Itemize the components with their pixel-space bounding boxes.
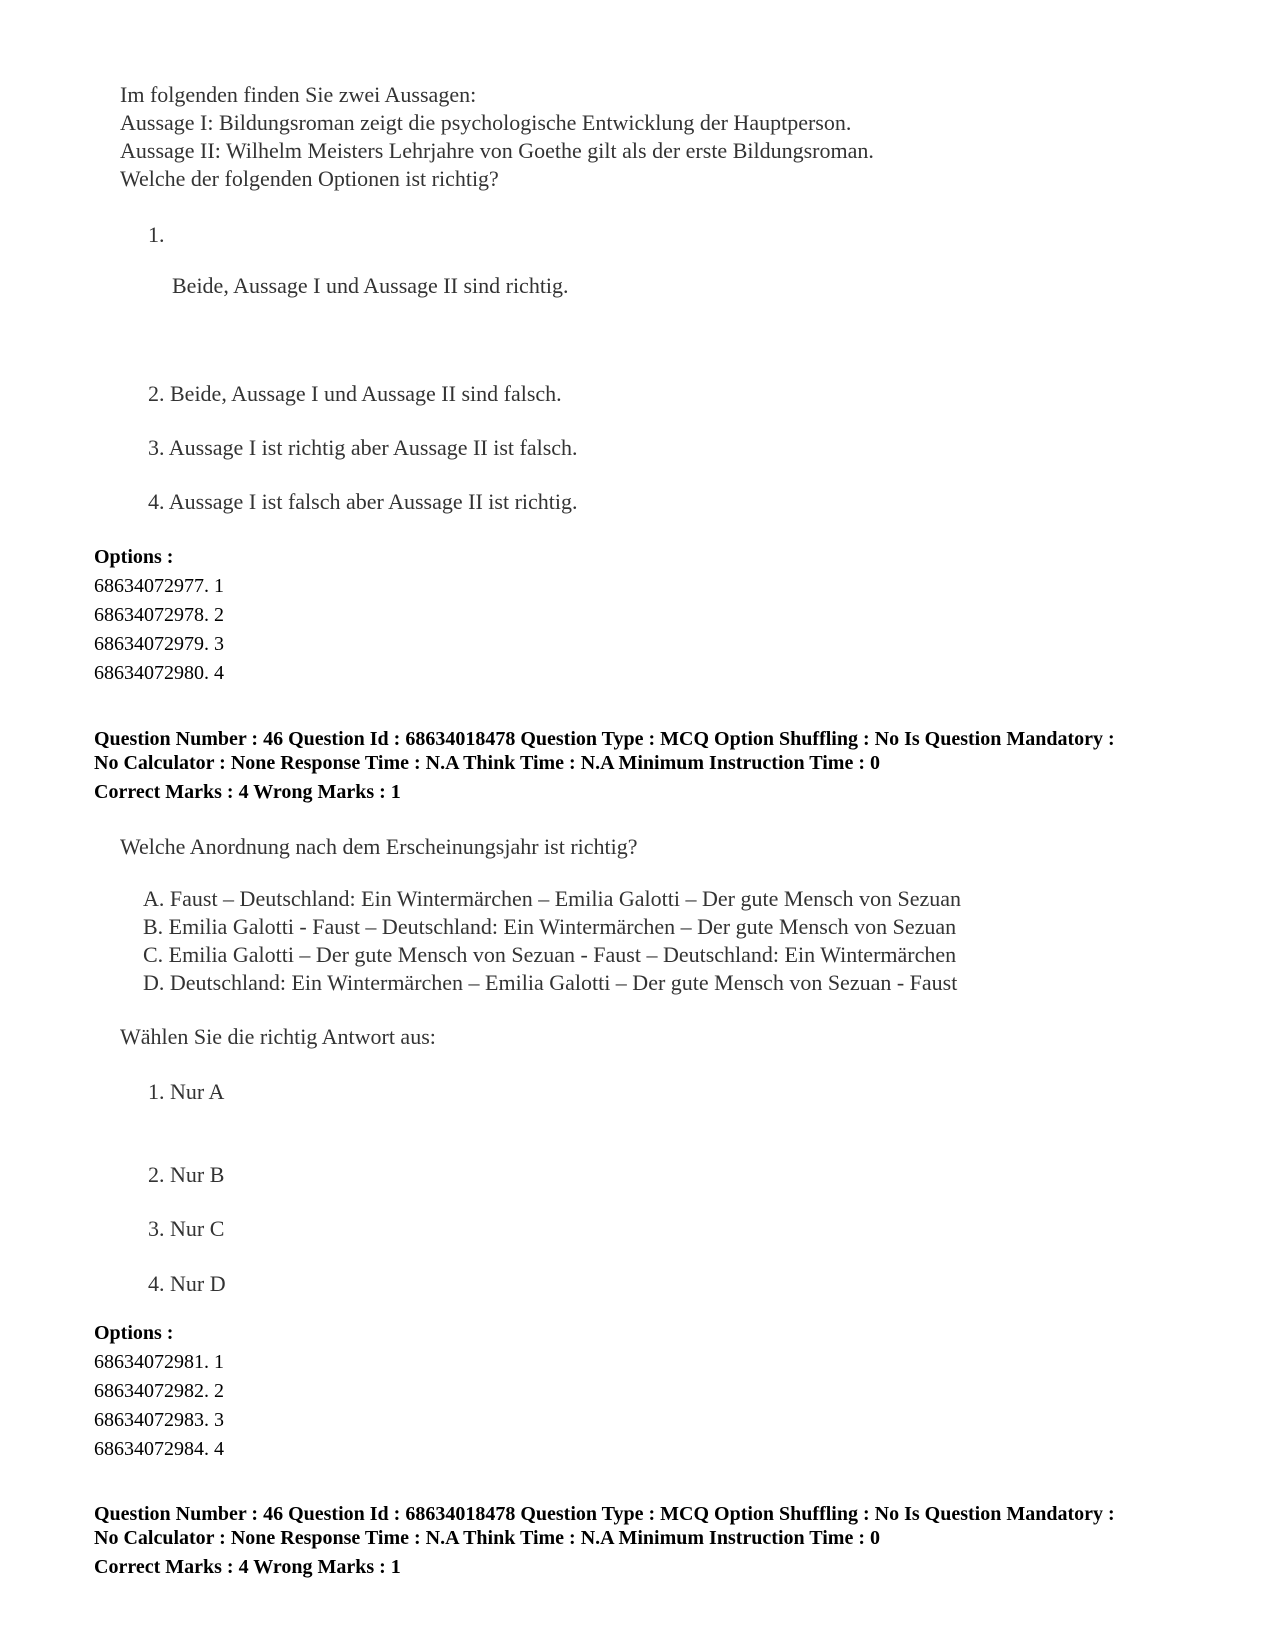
q46-option-id-2: 68634072982. 2	[94, 1380, 224, 1402]
q45-option-id-2: 68634072978. 2	[94, 604, 224, 626]
q45-choice-4: 4. Aussage I ist falsch aber Aussage II ist richtig.	[148, 489, 578, 514]
meta2-marks: Correct Marks : 4 Wrong Marks : 1	[94, 1556, 401, 1578]
meta1-line-1: Question Number : 46 Question Id : 68634018478 Question Type : MCQ Option Shuffling : No Is Question Mandatory :	[94, 728, 1115, 750]
q46-item-c: C. Emilia Galotti – Der gute Mensch von Sezuan - Faust – Deutschland: Ein Wintermärchen	[143, 942, 957, 967]
meta2-line-2: No Calculator : None Response Time : N.A Think Time : N.A Minimum Instruction Time : 0	[94, 1527, 880, 1549]
q45-stem-line-1: Im folgenden finden Sie zwei Aussagen:	[120, 82, 477, 107]
q46-option-id-3: 68634072983. 3	[94, 1409, 224, 1431]
q46-item-b: B. Emilia Galotti - Faust – Deutschland: Ein Wintermärchen – Der gute Mensch von Sezuan	[143, 914, 957, 939]
q46-prompt: Wählen Sie die richtig Antwort aus:	[120, 1024, 436, 1049]
q45-option-id-4: 68634072980. 4	[94, 662, 224, 684]
q45-choice-1-number: 1.	[148, 222, 165, 247]
q46-choice-4: 4. Nur D	[148, 1271, 226, 1296]
q46-item-d: D. Deutschland: Ein Wintermärchen – Emilia Galotti – Der gute Mensch von Sezuan - Faust	[143, 970, 958, 995]
meta2-line-1: Question Number : 46 Question Id : 68634018478 Question Type : MCQ Option Shuffling : No Is Question Mandatory :	[94, 1503, 1115, 1525]
q46-item-a: A. Faust – Deutschland: Ein Wintermärchen – Emilia Galotti – Der gute Mensch von Sezuan	[143, 886, 962, 911]
q46-options-label: Options :	[94, 1322, 174, 1344]
meta1-marks: Correct Marks : 4 Wrong Marks : 1	[94, 781, 401, 803]
q45-option-id-3: 68634072979. 3	[94, 633, 224, 655]
q45-stem-line-3: Aussage II: Wilhelm Meisters Lehrjahre von Goethe gilt als der erste Bildungsroman.	[120, 138, 874, 163]
q45-option-id-1: 68634072977. 1	[94, 575, 224, 597]
q45-stem-line-2: Aussage I: Bildungsroman zeigt die psychologische Entwicklung der Hauptperson.	[120, 110, 852, 135]
q46-option-id-1: 68634072981. 1	[94, 1351, 224, 1373]
q45-stem-line-4: Welche der folgenden Optionen ist richtig?	[120, 166, 499, 191]
q45-choice-3: 3. Aussage I ist richtig aber Aussage II ist falsch.	[148, 435, 578, 460]
q45-options-label: Options :	[94, 546, 174, 568]
q46-option-id-4: 68634072984. 4	[94, 1438, 224, 1460]
q46-choice-1: 1. Nur A	[148, 1079, 225, 1104]
q46-choice-3: 3. Nur C	[148, 1216, 225, 1241]
q45-choice-1-text: Beide, Aussage I und Aussage II sind richtig.	[172, 273, 569, 298]
q46-choice-2: 2. Nur B	[148, 1162, 225, 1187]
q46-stem: Welche Anordnung nach dem Erscheinungsjahr ist richtig?	[120, 834, 638, 859]
q45-choice-2: 2. Beide, Aussage I und Aussage II sind falsch.	[148, 381, 562, 406]
meta1-line-2: No Calculator : None Response Time : N.A Think Time : N.A Minimum Instruction Time : 0	[94, 752, 880, 774]
